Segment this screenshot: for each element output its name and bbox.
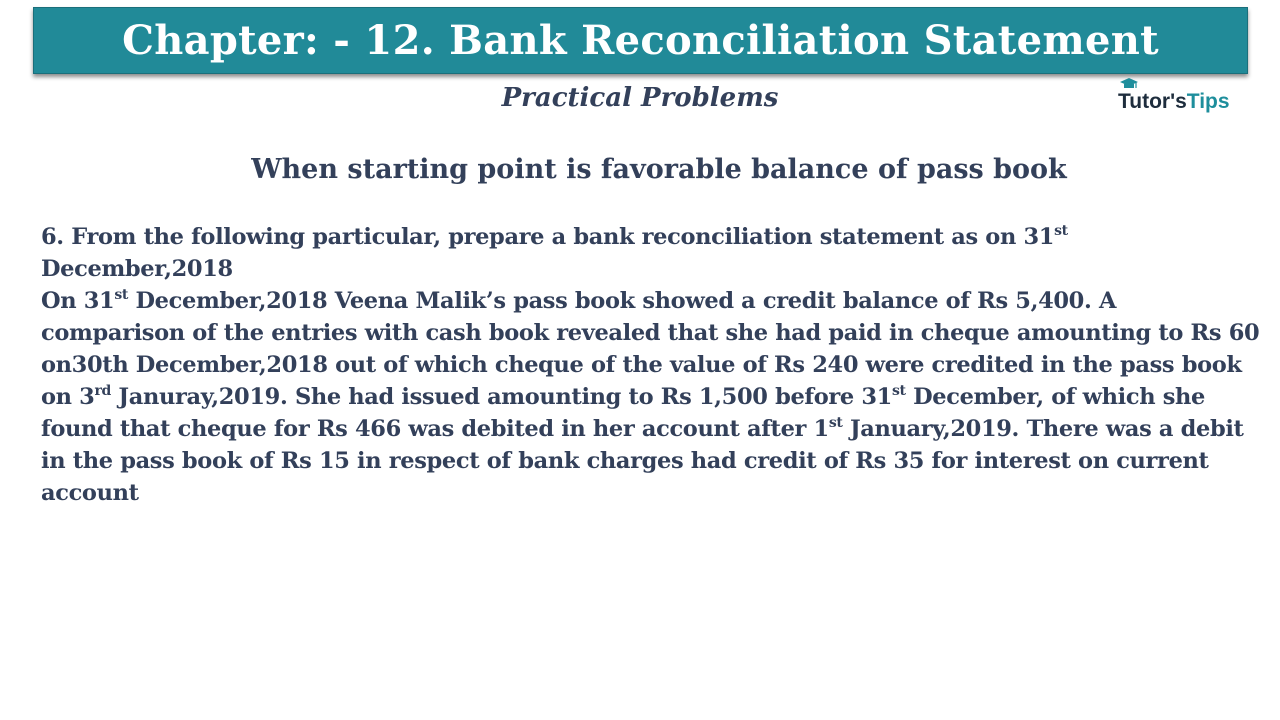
ordinal-suffix: st — [891, 383, 906, 399]
question-line — [41, 253, 1256, 285]
chapter-title: Chapter: - 12. Bank Reconciliation Statement — [122, 17, 1159, 64]
line-text: Januray,2019. She had issued amounting to Rs 1,500 before 31 — [110, 384, 892, 410]
line-text: January,2019. There was a debit — [842, 416, 1244, 442]
question-line — [41, 349, 1256, 381]
question-line — [41, 445, 1256, 477]
line-text: December, of which she — [905, 384, 1206, 410]
tutors-tips-logo — [1118, 80, 1230, 114]
ordinal-suffix: rd — [94, 383, 111, 399]
question-line — [41, 477, 1256, 509]
section-subtitle: Practical Problems — [501, 83, 779, 113]
line-text: comparison of the entries with cash book revealed that she had paid in cheque amounting to Rs 60 — [41, 320, 1260, 346]
line-text: account — [41, 480, 139, 506]
question-line — [41, 381, 1256, 413]
question-line — [41, 317, 1260, 349]
line-text: December,2018 — [41, 256, 233, 282]
ordinal-suffix: st — [1054, 223, 1068, 239]
question-line — [41, 413, 1256, 445]
graduation-cap-icon — [1120, 78, 1138, 90]
ordinal-suffix: st — [828, 415, 843, 431]
line-text: on 3 — [41, 384, 95, 410]
question-line — [41, 221, 1256, 253]
line-text: On 31 — [41, 288, 115, 314]
question-line — [41, 285, 1256, 317]
line-text: December,2018 Veena Malik’s pass book showed a credit balance of Rs 5,400. A — [128, 288, 1117, 314]
question-text — [41, 221, 1260, 509]
line-text: found that cheque for Rs 466 was debited in her account after 1 — [41, 416, 829, 442]
line-text: 6. From the following particular, prepare a bank reconciliation statement as on 31 — [41, 224, 1055, 250]
logo-text-main: Tutor's — [1118, 90, 1187, 113]
problem-heading: When starting point is favorable balance of pass book — [251, 154, 1067, 185]
line-text: in the pass book of Rs 15 in respect of bank charges had credit of Rs 35 for interest on current — [41, 448, 1209, 474]
chapter-banner — [33, 7, 1248, 74]
line-text: on30th December,2018 out of which cheque of the value of Rs 240 were credited in the pass book — [41, 352, 1242, 378]
ordinal-suffix: st — [114, 287, 129, 303]
logo-text-accent: Tips — [1186, 90, 1230, 113]
